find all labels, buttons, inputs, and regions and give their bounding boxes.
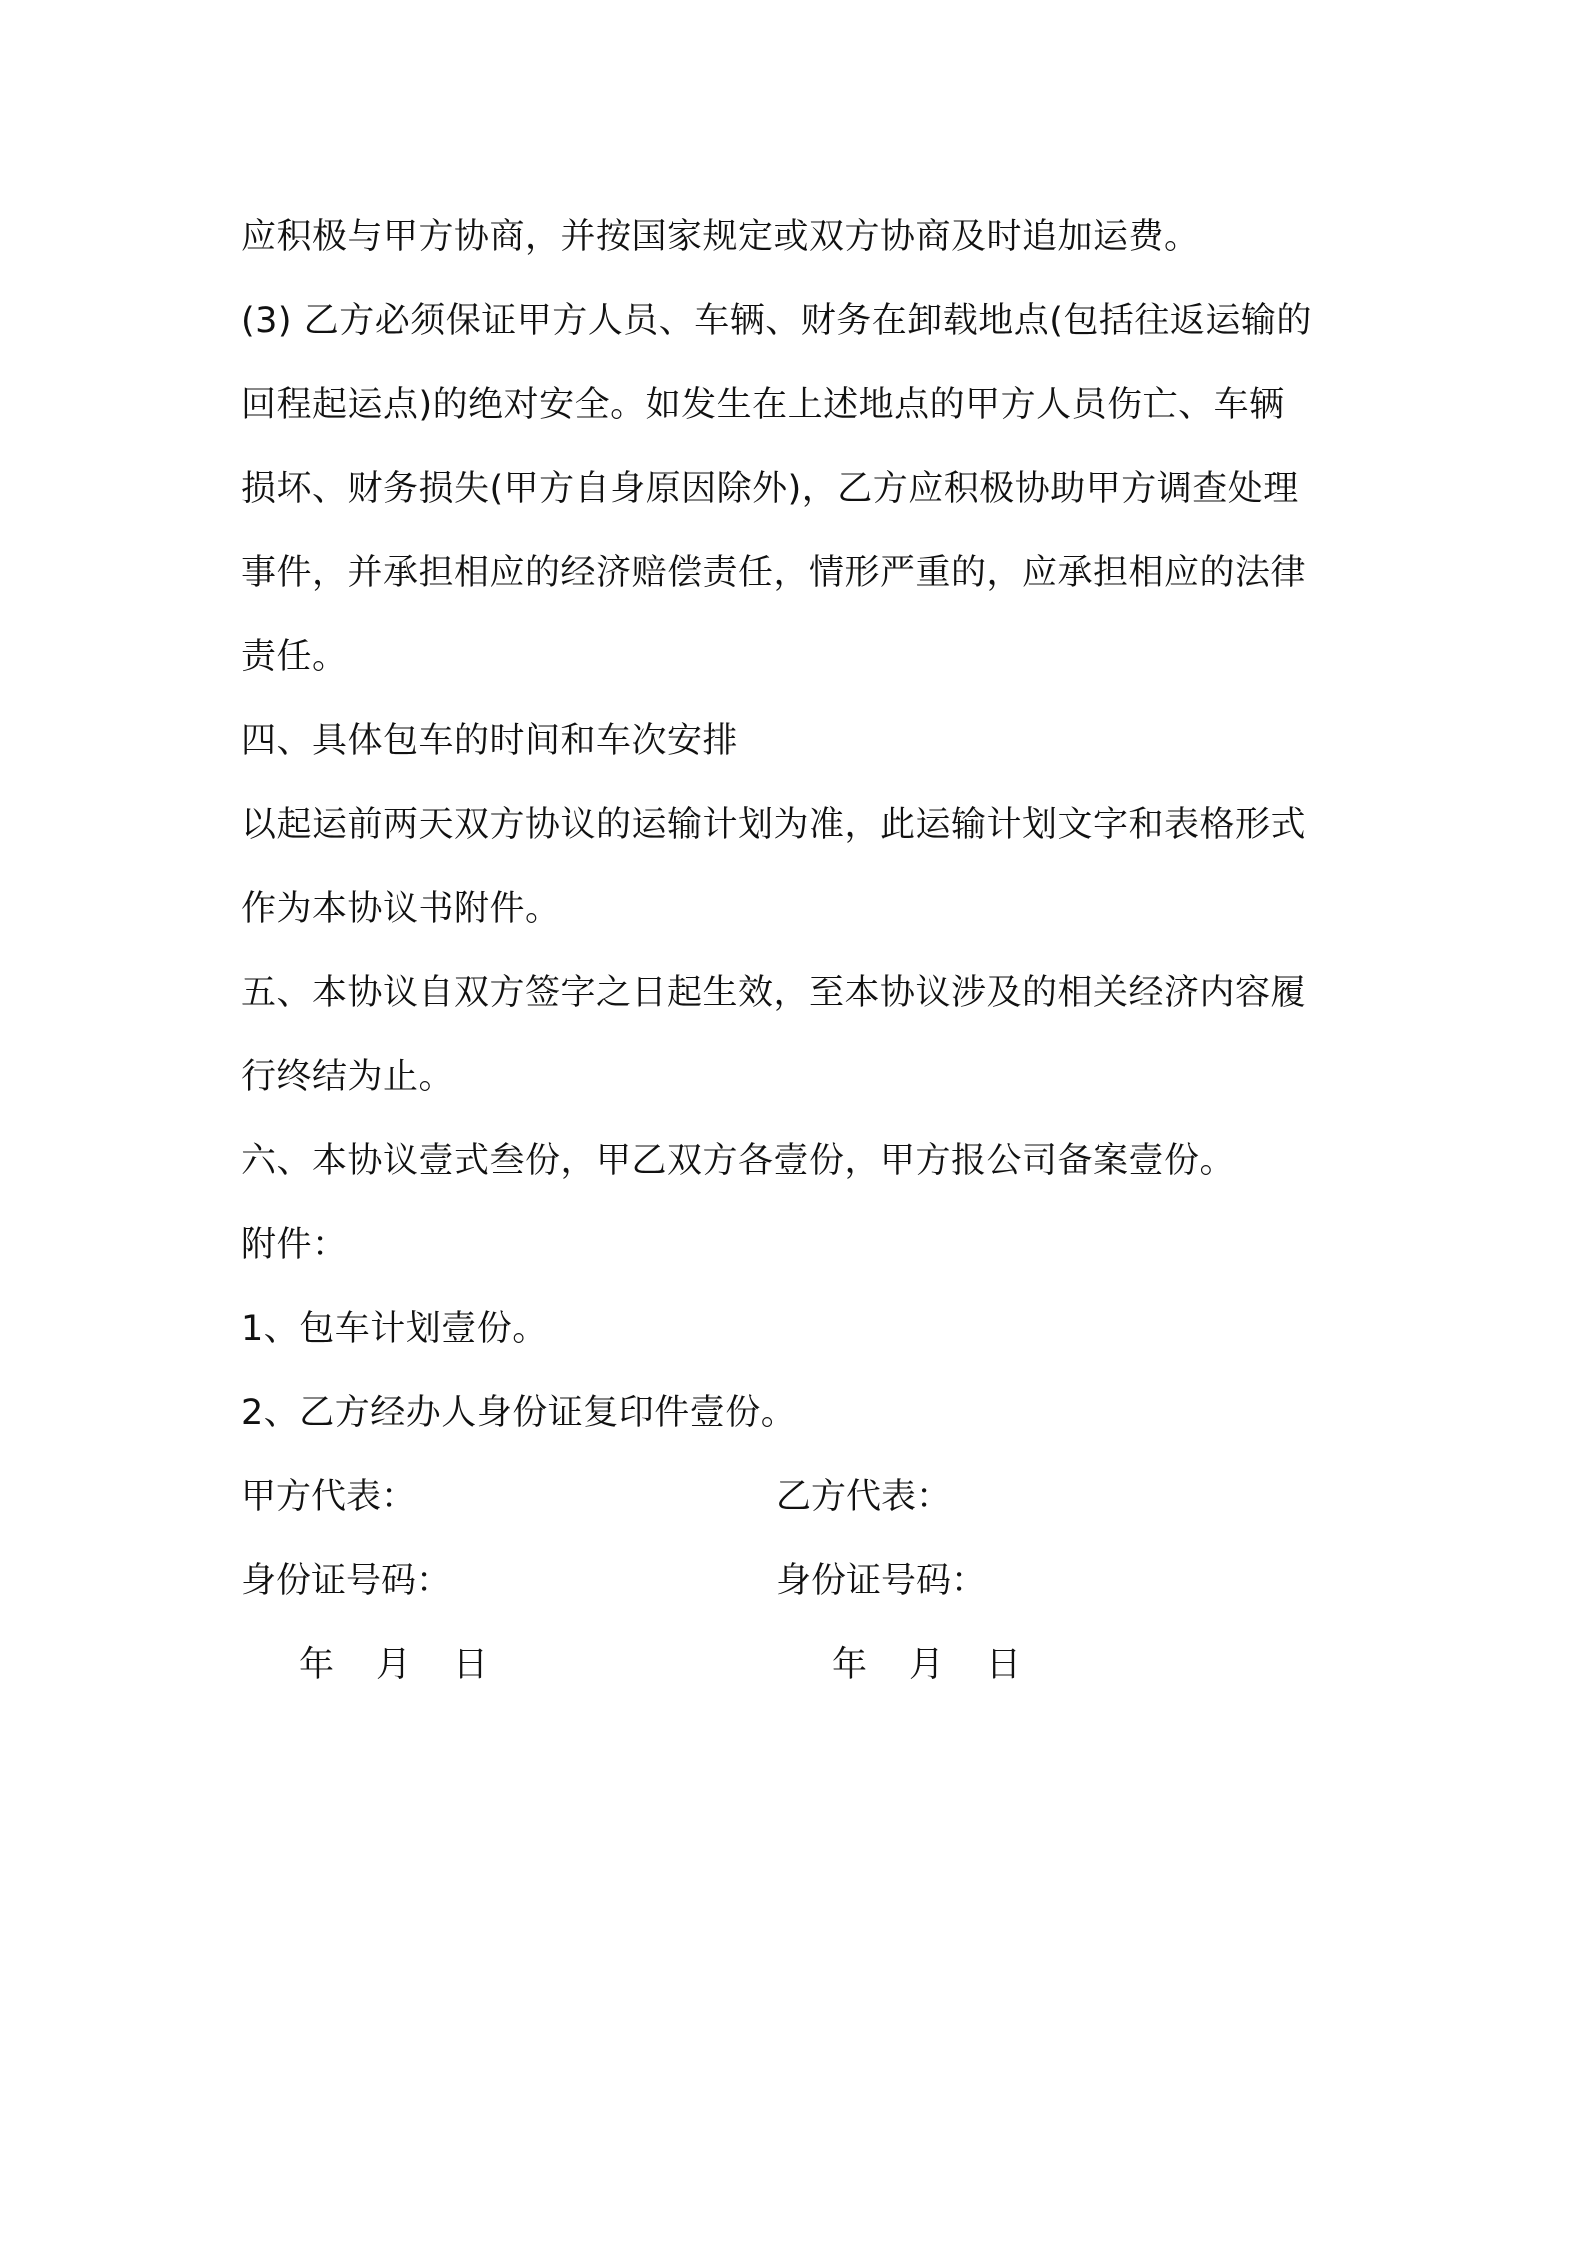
signature-date-row — [241, 1623, 1361, 1707]
date-day-label: 日 — [986, 1645, 1022, 1685]
text-line: 事件，并承担相应的经济赔偿责任，情形严重的，应承担相应的法律 — [241, 553, 1307, 593]
text-line: (3) 乙方必须保证甲方人员、车辆、财务在卸载地点(包括往返运输的 — [241, 301, 1312, 341]
text-line: 以起运前两天双方协议的运输计划为准，此运输计划文字和表格形式 — [241, 805, 1307, 845]
section-heading: 五、本协议自双方签字之日起生效，至本协议涉及的相关经济内容履 — [241, 973, 1307, 1013]
date-year-label: 年 — [299, 1645, 335, 1685]
text-line: 应积极与甲方协商，并按国家规定或双方协商及时追加运费。 — [241, 217, 1200, 257]
date-day-label: 日 — [453, 1645, 489, 1685]
attachment-item: 2、乙方经办人身份证复印件壹份。 — [241, 1393, 797, 1433]
section-heading: 六、本协议壹式叁份，甲乙双方各壹份，甲方报公司备案壹份。 — [241, 1141, 1236, 1181]
text-line: 损坏、财务损失(甲方自身原因除外)，乙方应积极协助甲方调查处理 — [241, 469, 1299, 509]
text-line: 回程起运点)的绝对安全。如发生在上述地点的甲方人员伤亡、车辆 — [241, 385, 1285, 425]
date-month-label: 月 — [376, 1645, 412, 1685]
party-a-date — [299, 1623, 530, 1707]
party-b-date — [832, 1623, 1063, 1707]
document-body — [241, 195, 1361, 1707]
text-line: 行终结为止。 — [241, 1057, 455, 1097]
section-heading: 四、具体包车的时间和车次安排 — [241, 721, 739, 761]
signature-id-row — [241, 1539, 1361, 1623]
party-a-id-label: 身份证号码： — [241, 1561, 452, 1601]
attachments-label: 附件： — [241, 1225, 348, 1265]
party-a-rep-label: 甲方代表： — [241, 1477, 417, 1517]
signature-rep-row — [241, 1455, 1361, 1539]
attachment-item: 1、包车计划壹份。 — [241, 1309, 548, 1349]
text-line: 作为本协议书附件。 — [241, 889, 561, 929]
party-b-id-label: 身份证号码： — [776, 1561, 987, 1601]
date-year-label: 年 — [832, 1645, 868, 1685]
party-b-rep-label: 乙方代表： — [776, 1477, 952, 1517]
text-line: 责任。 — [241, 637, 348, 677]
date-month-label: 月 — [909, 1645, 945, 1685]
